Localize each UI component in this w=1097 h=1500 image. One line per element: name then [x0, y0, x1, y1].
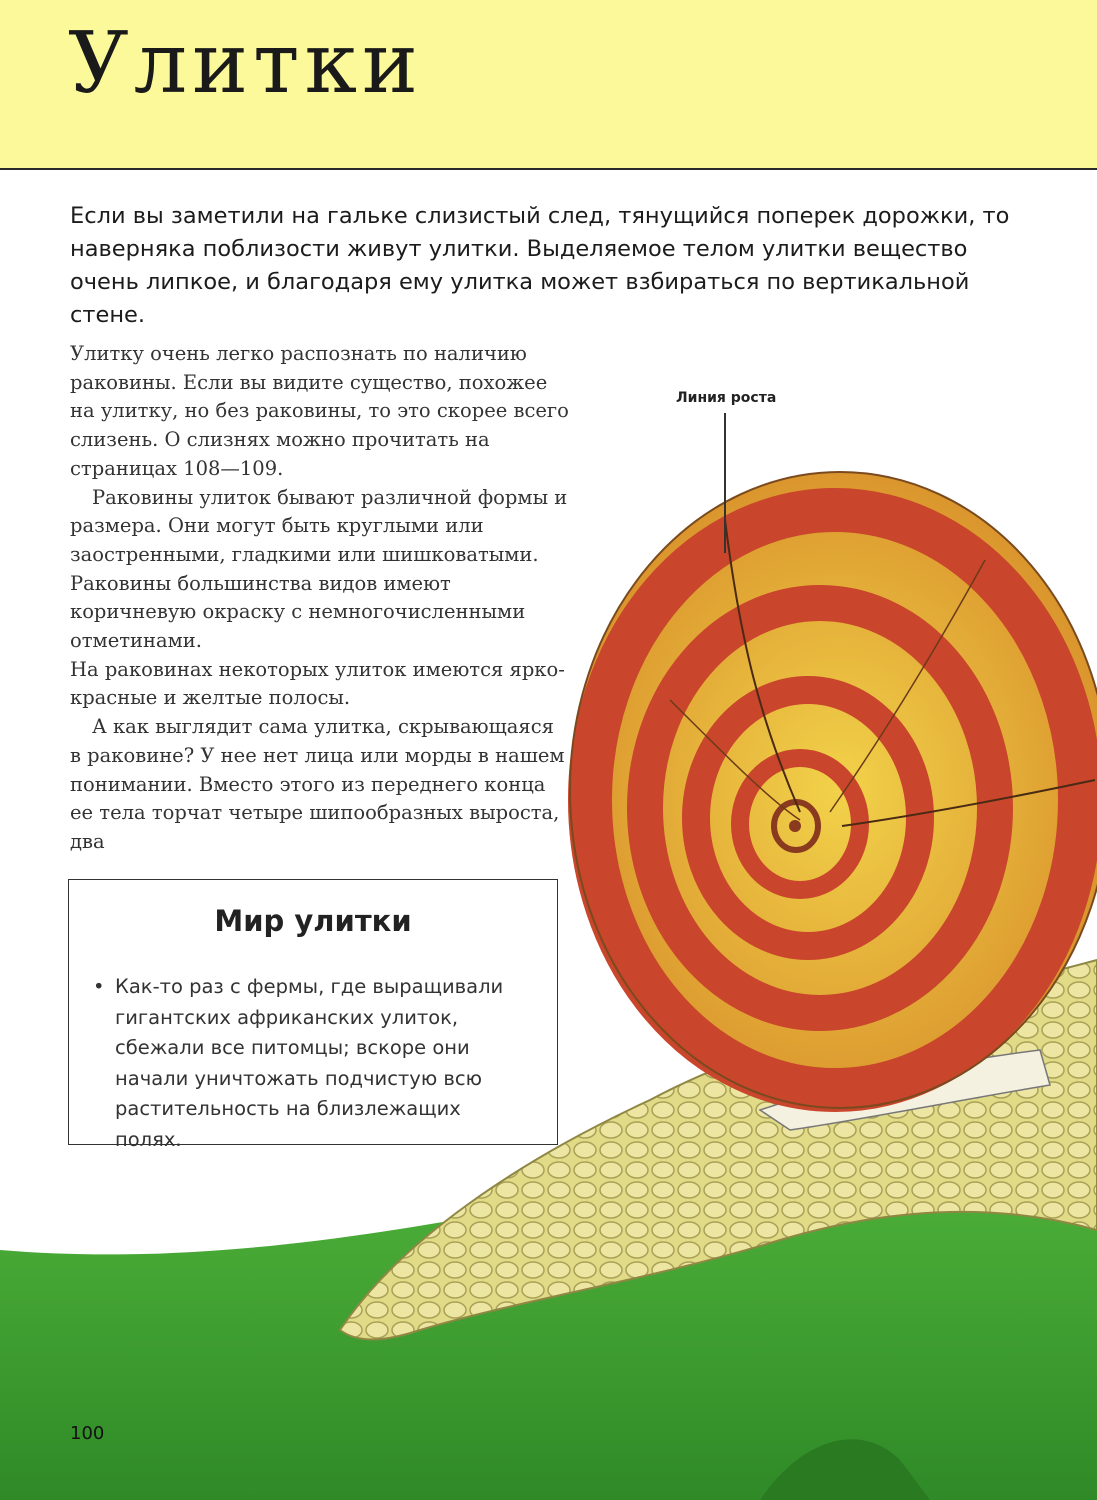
fact-box-title: Мир улитки: [214, 904, 412, 938]
body-paragraph-2: Раковины улиток бывают различной формы и размера. Они могут быть круглыми или заостренными, гладкими или шишковатыми. Раковины большинства видов имеют коричневую окраску с немногочисленными отметинами.: [70, 485, 568, 653]
page-title: Улитки: [68, 14, 424, 112]
growth-line-pointer: [724, 413, 726, 553]
fact-item: [93, 972, 533, 1155]
snail-shell: [570, 472, 1097, 1108]
body-paragraph-4: А как выглядит сама улитка, скрывающаяся в раковине? У нее нет лица или морды в нашем понимании. Вместо этого из переднего конца ее тела торчат четыре шипообразных выроста, два: [70, 715, 565, 853]
body-paragraph-1: Улитку очень легко распознать по наличию раковины. Если вы видите существо, похожее на улитку, но без раковины, то это скорее всего слизень. О слизнях можно прочитать на страницах 108—109.: [70, 342, 569, 480]
growth-line-label: Линия роста: [676, 390, 777, 406]
body-text: [70, 340, 570, 857]
page-number: 100: [70, 1423, 105, 1444]
fact-text: Как-то раз с фермы, где выращивали гигантских африканских улиток, сбежали все питомцы; вскоре они начали уничтожать подчистую всю растительность на близлежащих полях.: [115, 975, 504, 1151]
body-paragraph-3: На раковинах некоторых улиток имеются ярко-красные и желтые полосы.: [70, 657, 565, 710]
fact-list: [93, 972, 533, 1155]
fact-box: [68, 879, 558, 1151]
intro-paragraph: Если вы заметили на гальке слизистый след, тянущийся поперек дорожки, то наверняка поблизости живут улитки. Выделяемое телом улитки вещество очень липкое, и благодаря ему улитка может взбираться по вертикальной стене.: [70, 203, 1010, 328]
bullet-icon: •: [93, 975, 105, 998]
